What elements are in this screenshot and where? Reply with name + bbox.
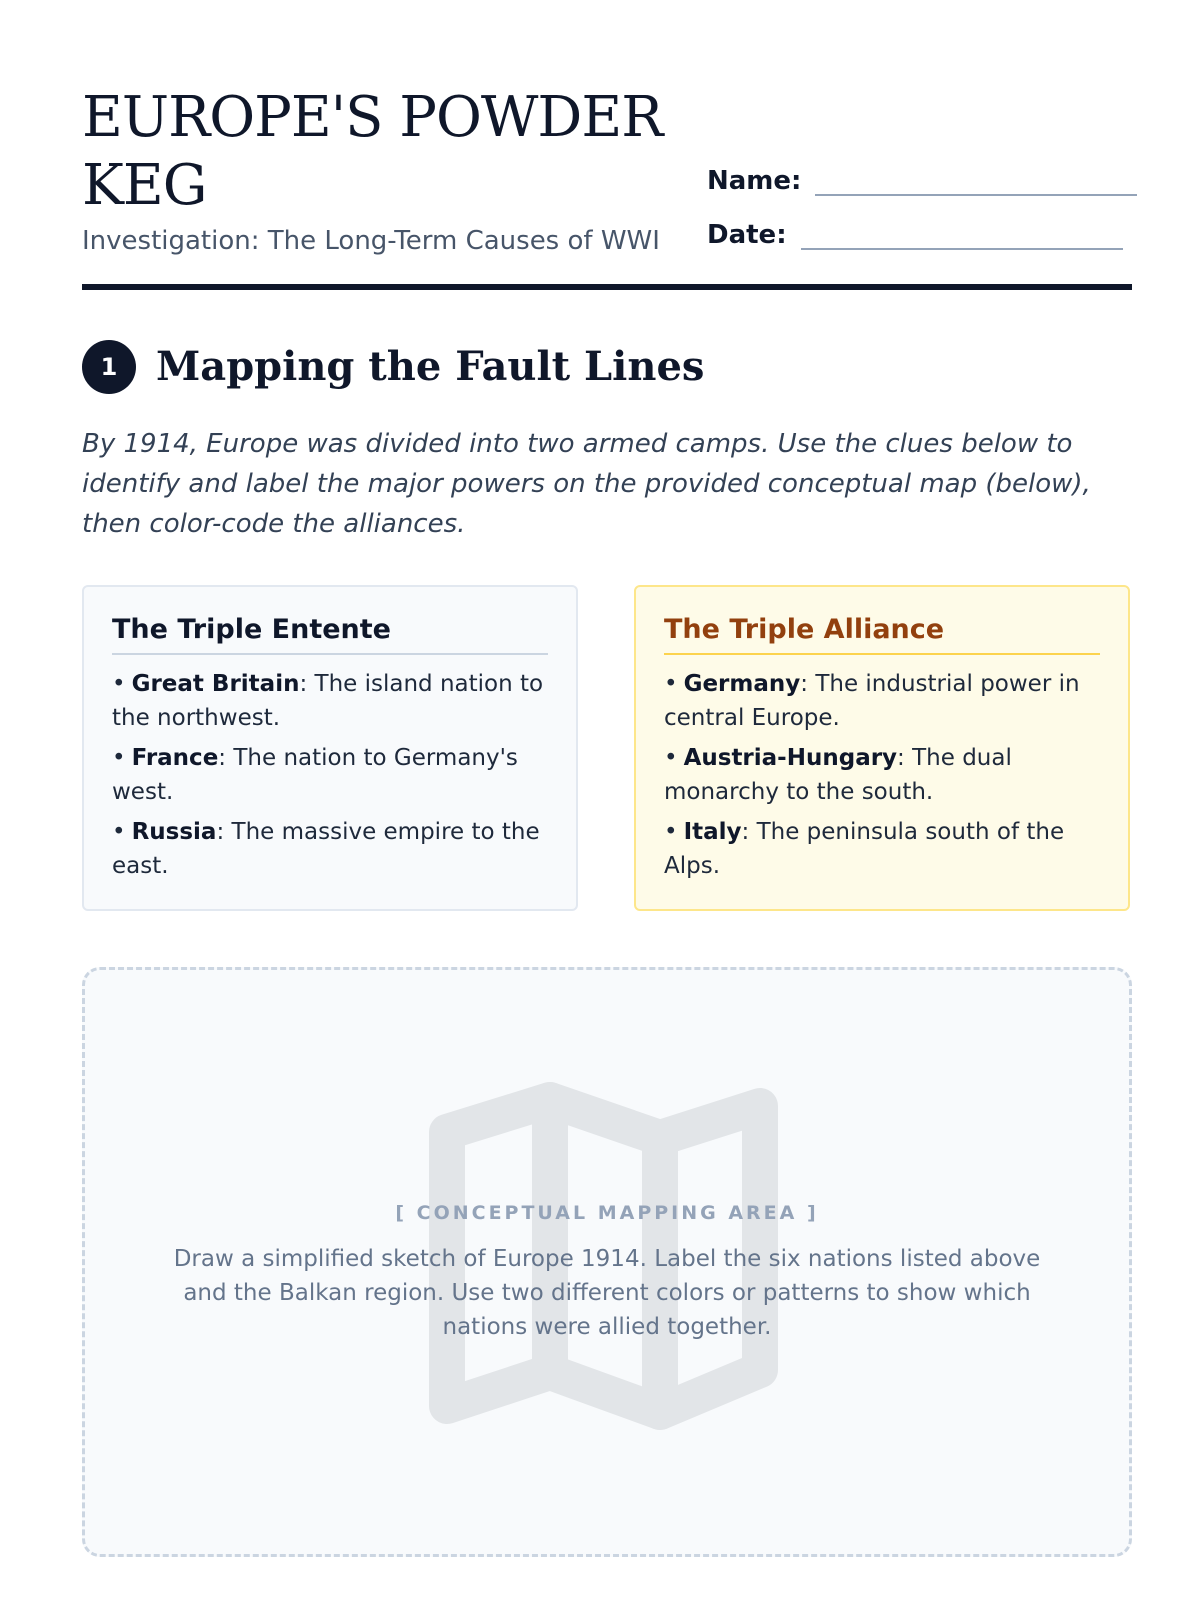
- worksheet-page: [82, 0, 1132, 1600]
- section-heading: [82, 340, 704, 394]
- page-title: EUROPE'S POWDER KEG: [82, 85, 663, 218]
- bullet: •: [112, 671, 126, 697]
- bullet: •: [664, 745, 678, 771]
- section-number-badge: 1: [82, 340, 136, 394]
- list-item: [112, 741, 548, 809]
- list-item: [112, 815, 548, 883]
- triple-entente-card: [82, 585, 578, 911]
- nation-clue: : The industrial power in central Europe.: [664, 671, 1080, 731]
- bullet: •: [664, 819, 678, 845]
- bullet: •: [112, 745, 126, 771]
- section-intro: By 1914, Europe was divided into two armed camps. Use the clues below to identify and label the major powers on the provided conceptual map (below), then color-code the alliances.: [82, 429, 1091, 539]
- nation-name: Italy: [683, 819, 742, 845]
- map-instructions: Draw a simplified sketch of Europe 1914. Label the six nations listed above and the Balkan region. Use two different colors or patterns to show which nations were allied together.: [173, 1246, 1041, 1340]
- bullet: •: [112, 819, 126, 845]
- card-title: The Triple Entente: [112, 613, 548, 655]
- card-title: The Triple Alliance: [664, 613, 1100, 655]
- nation-list: [112, 667, 548, 883]
- name-line[interactable]: [815, 166, 1137, 196]
- nation-clue: : The island nation to the northwest.: [112, 671, 544, 731]
- nation-list: [664, 667, 1100, 883]
- map-area-label: [ CONCEPTUAL MAPPING AREA ]: [395, 1202, 819, 1224]
- bullet: •: [664, 671, 678, 697]
- nation-name: Russia: [131, 819, 217, 845]
- nation-name: Great Britain: [131, 671, 300, 697]
- list-item: [664, 815, 1100, 883]
- nation-clue: : The dual monarchy to the south.: [664, 745, 1012, 805]
- list-item: [664, 667, 1100, 735]
- triple-alliance-card: [634, 585, 1130, 911]
- conceptual-mapping-area[interactable]: [82, 967, 1132, 1557]
- page-subtitle: Investigation: The Long-Term Causes of WWI: [82, 226, 660, 256]
- nation-name: Austria-Hungary: [683, 745, 898, 771]
- map-caption: [165, 1200, 1049, 1344]
- header-divider: [82, 284, 1132, 290]
- date-label: Date:: [707, 220, 787, 250]
- nation-clue: : The massive empire to the east.: [112, 819, 540, 879]
- nation-name: France: [131, 745, 219, 771]
- date-line[interactable]: [801, 220, 1123, 250]
- title-block: [82, 84, 682, 256]
- nation-clue: : The peninsula south of the Alps.: [664, 819, 1065, 879]
- worksheet-header: [82, 84, 1132, 284]
- date-field: [707, 220, 1123, 250]
- nation-clue: : The nation to Germany's west.: [112, 745, 518, 805]
- list-item: [112, 667, 548, 735]
- list-item: [664, 741, 1100, 809]
- name-field: [707, 166, 1137, 196]
- section-title: Mapping the Fault Lines: [156, 343, 705, 390]
- nation-name: Germany: [683, 671, 801, 697]
- name-label: Name:: [707, 166, 802, 196]
